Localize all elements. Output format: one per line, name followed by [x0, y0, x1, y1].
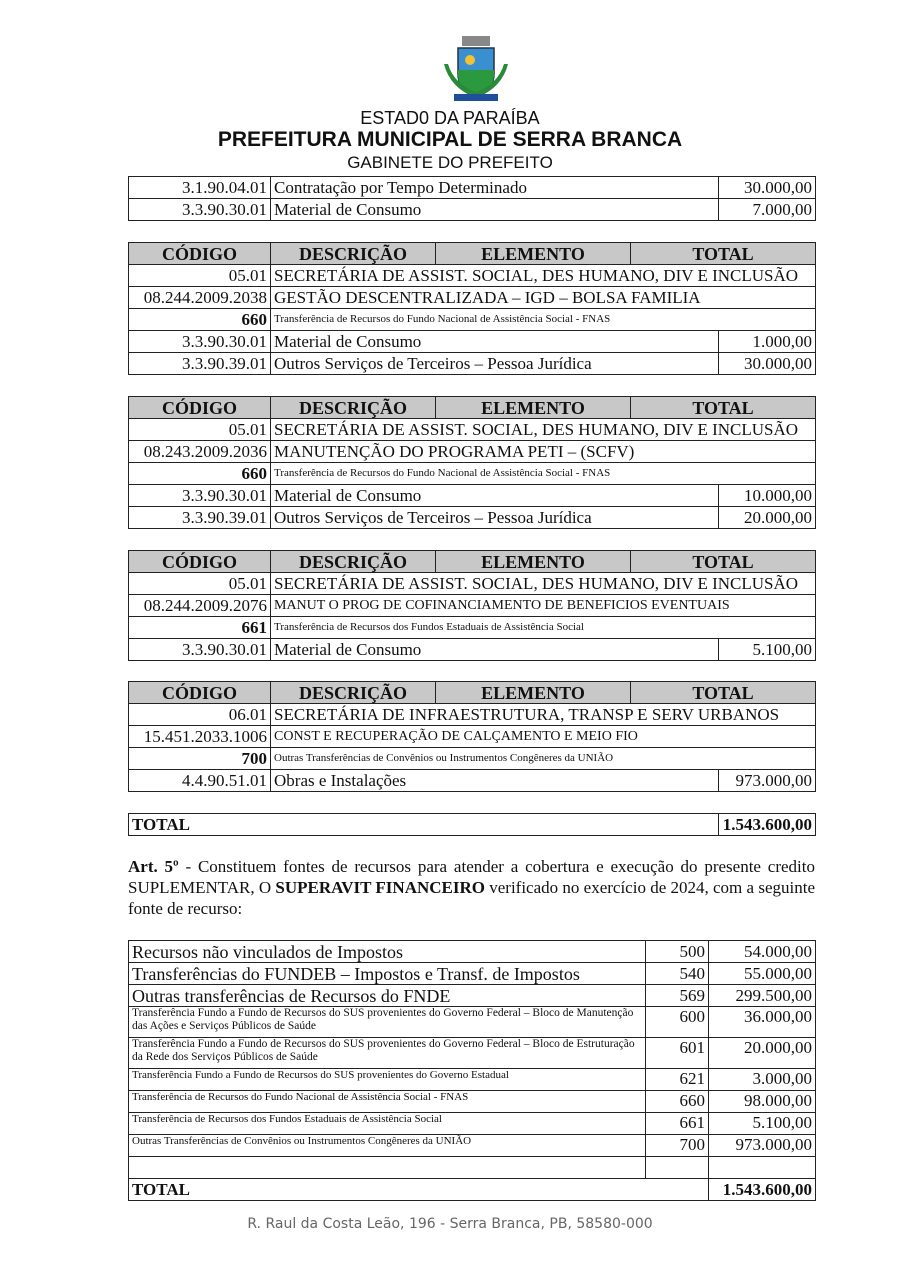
item-value: 7.000,00 — [719, 199, 816, 221]
source-description: Transferência Fundo a Fundo de Recursos do SUS provenientes do Governo Estadual — [129, 1069, 646, 1091]
source-code: 661 — [646, 1113, 709, 1135]
source-row — [129, 748, 816, 770]
item-description: Material de Consumo — [271, 331, 719, 353]
unit-name: SECRETÁRIA DE ASSIST. SOCIAL, DES HUMANO, DIV E INCLUSÃO — [271, 573, 816, 595]
column-header-code: CÓDIGO — [129, 243, 271, 265]
item-row — [129, 485, 816, 507]
source-code: 660 — [129, 309, 271, 331]
item-value: 1.000,00 — [719, 331, 816, 353]
column-header-element: ELEMENTO — [436, 551, 631, 573]
action-code: 08.244.2009.2076 — [129, 595, 271, 617]
source-value: 36.000,00 — [709, 1007, 816, 1038]
total-label: TOTAL — [129, 814, 719, 836]
source-code: 700 — [129, 748, 271, 770]
item-description: Contratação por Tempo Determinado — [271, 177, 719, 199]
column-header-code: CÓDIGO — [129, 551, 271, 573]
unit-row — [129, 573, 816, 595]
source-row — [129, 963, 816, 985]
gabinete-title: GABINETE DO PREFEITO — [347, 153, 553, 172]
column-header-total: TOTAL — [631, 243, 816, 265]
source-code: 700 — [646, 1135, 709, 1157]
item-value: 973.000,00 — [719, 770, 816, 792]
item-code: 3.3.90.30.01 — [129, 485, 271, 507]
header-row — [129, 243, 816, 265]
source-description: Transferência Fundo a Fundo de Recursos do SUS provenientes do Governo Federal – Bloco de Manutenção das Ações e Serviços Públicos de Saúde — [129, 1007, 646, 1038]
source-code: 540 — [646, 963, 709, 985]
top-items-table — [128, 176, 816, 221]
budget-block-table — [128, 550, 816, 661]
article-bold: SUPERAVIT FINANCEIRO — [275, 878, 485, 897]
source-row — [129, 1135, 816, 1157]
source-name: Outras Transferências de Convênios ou Instrumentos Congêneres da UNIÃO — [271, 748, 816, 770]
total-value: 1.543.600,00 — [719, 814, 816, 836]
item-code: 3.3.90.30.01 — [129, 199, 271, 221]
total-row — [129, 814, 816, 836]
unit-row — [129, 704, 816, 726]
item-value: 10.000,00 — [719, 485, 816, 507]
item-row — [129, 199, 816, 221]
action-code: 15.451.2033.1006 — [129, 726, 271, 748]
item-row — [129, 770, 816, 792]
source-row — [129, 1113, 816, 1135]
sources-total-row — [129, 1179, 816, 1201]
source-code: 621 — [646, 1069, 709, 1091]
action-code: 08.244.2009.2038 — [129, 287, 271, 309]
total-label: TOTAL — [129, 1179, 709, 1201]
column-header-code: CÓDIGO — [129, 682, 271, 704]
header-row — [129, 551, 816, 573]
unit-row — [129, 265, 816, 287]
state-title: ESTAD0 DA PARAÍBA — [360, 108, 540, 128]
item-row — [129, 177, 816, 199]
column-header-element: ELEMENTO — [436, 243, 631, 265]
unit-name: SECRETÁRIA DE ASSIST. SOCIAL, DES HUMANO, DIV E INCLUSÃO — [271, 419, 816, 441]
source-row — [129, 1069, 816, 1091]
column-header-description: DESCRIÇÃO — [271, 243, 436, 265]
budget-block-table — [128, 242, 816, 375]
source-row — [129, 1007, 816, 1038]
column-header-element: ELEMENTO — [436, 397, 631, 419]
source-name: Transferência de Recursos do Fundo Nacional de Assistência Social - FNAS — [271, 309, 816, 331]
coat-of-arms-logo — [440, 34, 512, 106]
column-header-description: DESCRIÇÃO — [271, 682, 436, 704]
action-row — [129, 441, 816, 463]
source-row — [129, 941, 816, 963]
source-row — [129, 1157, 816, 1179]
budget-block-table — [128, 396, 816, 529]
source-code — [646, 1157, 709, 1179]
source-value: 55.000,00 — [709, 963, 816, 985]
action-name: CONST E RECUPERAÇÃO DE CALÇAMENTO E MEIO FIO — [271, 726, 816, 748]
item-value: 30.000,00 — [719, 177, 816, 199]
item-row — [129, 331, 816, 353]
source-description — [129, 1157, 646, 1179]
source-code: 661 — [129, 617, 271, 639]
source-description: Transferência de Recursos dos Fundos Estaduais de Assistência Social — [129, 1113, 646, 1135]
article-label: Art. 5º — [128, 857, 179, 876]
item-row — [129, 353, 816, 375]
source-description: Transferência de Recursos do Fundo Nacional de Assistência Social - FNAS — [129, 1091, 646, 1113]
item-value: 5.100,00 — [719, 639, 816, 661]
unit-code: 05.01 — [129, 573, 271, 595]
source-value: 98.000,00 — [709, 1091, 816, 1113]
item-code: 3.3.90.30.01 — [129, 331, 271, 353]
source-value: 20.000,00 — [709, 1038, 816, 1069]
item-code: 3.3.90.39.01 — [129, 507, 271, 529]
source-description: Transferência Fundo a Fundo de Recursos do SUS provenientes do Governo Federal – Bloco de Estruturação da Rede dos Serviços Públicos de Saúde — [129, 1038, 646, 1069]
source-value: 299.500,00 — [709, 985, 816, 1007]
column-header-total: TOTAL — [631, 682, 816, 704]
total-value: 1.543.600,00 — [709, 1179, 816, 1201]
article-text-end: verificado no exercício de 2024, com a seguinte fonte de recurso: — [128, 878, 815, 918]
source-description: Outras Transferências de Convênios ou Instrumentos Congêneres da UNIÃO — [129, 1135, 646, 1157]
column-header-description: DESCRIÇÃO — [271, 397, 436, 419]
source-row — [129, 309, 816, 331]
column-header-element: ELEMENTO — [436, 682, 631, 704]
source-code: 660 — [129, 463, 271, 485]
source-value: 54.000,00 — [709, 941, 816, 963]
item-description: Obras e Instalações — [271, 770, 719, 792]
unit-code: 05.01 — [129, 419, 271, 441]
item-description: Material de Consumo — [271, 485, 719, 507]
header-row — [129, 682, 816, 704]
action-name: GESTÃO DESCENTRALIZADA – IGD – BOLSA FAMILIA — [271, 287, 816, 309]
column-header-description: DESCRIÇÃO — [271, 551, 436, 573]
column-header-total: TOTAL — [631, 397, 816, 419]
item-value: 30.000,00 — [719, 353, 816, 375]
total-table — [128, 813, 816, 836]
source-value — [709, 1157, 816, 1179]
item-description: Material de Consumo — [271, 199, 719, 221]
unit-code: 06.01 — [129, 704, 271, 726]
unit-code: 05.01 — [129, 265, 271, 287]
article-text: - Constituem fontes de recursos para atender a cobertura e execução do presente credito SUPLEMENTAR, O — [128, 857, 815, 897]
action-name: MANUTENÇÃO DO PROGRAMA PETI – (SCFV) — [271, 441, 816, 463]
unit-name: SECRETÁRIA DE ASSIST. SOCIAL, DES HUMANO, DIV E INCLUSÃO — [271, 265, 816, 287]
item-code: 3.3.90.39.01 — [129, 353, 271, 375]
source-value: 5.100,00 — [709, 1113, 816, 1135]
source-description: Transferências do FUNDEB – Impostos e Transf. de Impostos — [129, 963, 646, 985]
source-value: 3.000,00 — [709, 1069, 816, 1091]
source-code: 601 — [646, 1038, 709, 1069]
action-name: MANUT O PROG DE COFINANCIAMENTO DE BENEFICIOS EVENTUAIS — [271, 595, 816, 617]
source-code: 600 — [646, 1007, 709, 1038]
source-code: 660 — [646, 1091, 709, 1113]
unit-name: SECRETÁRIA DE INFRAESTRUTURA, TRANSP E SERV URBANOS — [271, 704, 816, 726]
funding-sources-table — [128, 940, 816, 1201]
item-description: Outros Serviços de Terceiros – Pessoa Jurídica — [271, 353, 719, 375]
item-code: 3.3.90.30.01 — [129, 639, 271, 661]
source-description: Outras transferências de Recursos do FNDE — [129, 985, 646, 1007]
action-row — [129, 595, 816, 617]
source-row — [129, 617, 816, 639]
prefeitura-title: PREFEITURA MUNICIPAL DE SERRA BRANCA — [217, 128, 683, 151]
source-row — [129, 1091, 816, 1113]
article-5-paragraph — [128, 856, 815, 919]
action-row — [129, 287, 816, 309]
source-name: Transferência de Recursos do Fundo Nacional de Assistência Social - FNAS — [271, 463, 816, 485]
action-code: 08.243.2009.2036 — [129, 441, 271, 463]
source-code: 569 — [646, 985, 709, 1007]
column-header-total: TOTAL — [631, 551, 816, 573]
source-row — [129, 985, 816, 1007]
column-header-code: CÓDIGO — [129, 397, 271, 419]
source-code: 500 — [646, 941, 709, 963]
item-code: 4.4.90.51.01 — [129, 770, 271, 792]
source-name: Transferência de Recursos dos Fundos Estaduais de Assistência Social — [271, 617, 816, 639]
item-row — [129, 639, 816, 661]
footer-address: R. Raul da Costa Leão, 196 - Serra Branca, PB, 58580-000 — [247, 1216, 653, 1232]
item-row — [129, 507, 816, 529]
header-row — [129, 397, 816, 419]
budget-block-table — [128, 681, 816, 792]
source-row — [129, 463, 816, 485]
unit-row — [129, 419, 816, 441]
action-row — [129, 726, 816, 748]
source-row — [129, 1038, 816, 1069]
source-value: 973.000,00 — [709, 1135, 816, 1157]
item-value: 20.000,00 — [719, 507, 816, 529]
source-description: Recursos não vinculados de Impostos — [129, 941, 646, 963]
item-code: 3.1.90.04.01 — [129, 177, 271, 199]
item-description: Outros Serviços de Terceiros – Pessoa Jurídica — [271, 507, 719, 529]
item-description: Material de Consumo — [271, 639, 719, 661]
